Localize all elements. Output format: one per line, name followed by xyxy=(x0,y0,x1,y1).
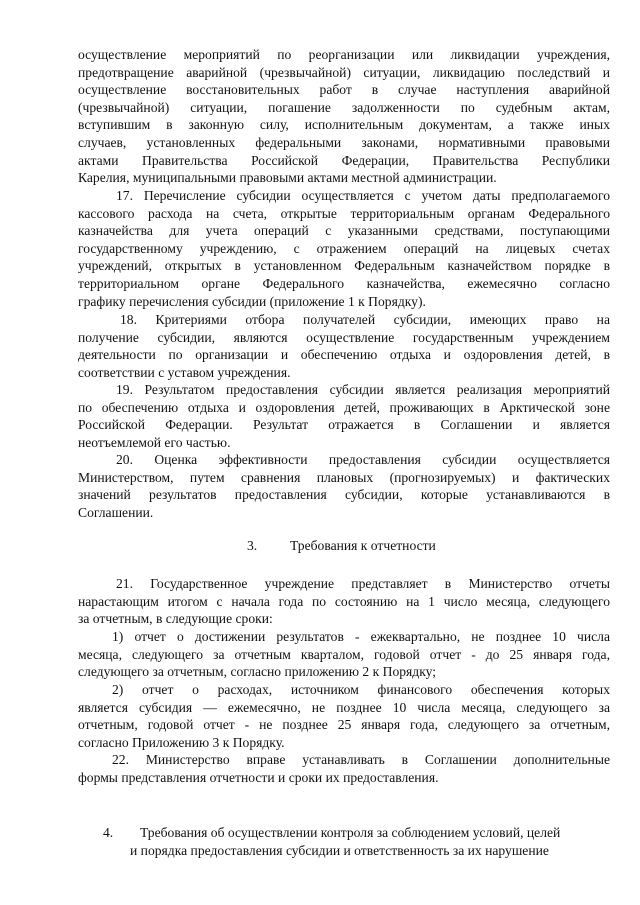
text-line: 17. Перечисление субсидии осуществляется с учетом даты предполагаемого xyxy=(116,188,610,203)
paragraph-21 xyxy=(78,575,610,628)
text-line: случаев, установленных федеральными законами, нормативными правовыми xyxy=(78,134,610,150)
text-line: соответствии с уставом учреждения. xyxy=(78,364,291,380)
text-line: учреждений, открытых в установленном Федеральным казначейством порядке в xyxy=(78,258,610,274)
text-line: графику перечисления субсидии (приложение 1 к Порядку). xyxy=(78,293,426,309)
text-line: следующего за отчетным, согласно приложению 2 к Порядку; xyxy=(78,664,437,680)
text-line: 18. Критериями отбора получателей субсидии, имеющих право на xyxy=(120,312,610,327)
text-line: (чрезвычайной) ситуации, погашение задолженности по судебным актам, xyxy=(78,99,610,115)
text-line: 22. Министерство вправе устанавливать в Соглашении дополнительные xyxy=(112,752,610,767)
paragraph-20 xyxy=(78,451,610,521)
text-line: кассового расхода на счета, открытые территориальным органам Федерального xyxy=(78,205,610,221)
paragraph-21-item-1 xyxy=(78,628,610,681)
text-line: по обеспечению отдыха и оздоровления детей, проживающих в Арктической зоне xyxy=(78,399,610,415)
text-line: месяца, следующего за отчетным кварталом, годовой отчет - до 25 января года, xyxy=(78,646,610,662)
text-line: 2) отчет о расходах, источником финансового обеспечения которых xyxy=(112,682,610,697)
text-line: значений результатов предоставления субсидии, которые устанавливаются в xyxy=(78,487,610,503)
text-line: деятельности по организации и обеспечению отдыха и оздоровления детей, в xyxy=(78,347,610,363)
paragraph-21-item-2 xyxy=(78,681,610,751)
text-line: Соглашении. xyxy=(78,504,154,520)
text-line: актами Правительства Российской Федерации, Правительства Республики xyxy=(78,152,610,168)
paragraph-16-continuation xyxy=(78,46,610,187)
paragraph-19 xyxy=(78,381,610,451)
text-line: осуществление восстановительных работ в случае наступления аварийной xyxy=(78,82,610,98)
text-line: нарастающим итогом с начала года по состоянию на 1 число месяца, следующего xyxy=(78,593,610,609)
text-line: согласно Приложению 3 к Порядку. xyxy=(78,734,285,750)
text-line: Министерством, путем сравнения плановых (прогнозируемых) и фактических xyxy=(78,469,610,485)
paragraph-17 xyxy=(78,187,610,310)
text-line: вступившим в законную силу, исполнительным документам, а также иных xyxy=(78,117,610,133)
text-line: Российской Федерации. Результат отражается в Соглашении и является xyxy=(78,417,610,433)
text-line: казначейства для учета операций с указанными средствами, поступающими xyxy=(78,223,610,239)
text-line: предотвращение аварийной (чрезвычайной) ситуации, ликвидацию последствий и xyxy=(78,64,610,80)
section-number: 4. xyxy=(103,825,114,840)
text-line: за отчетным, в следующие сроки: xyxy=(78,611,273,627)
section-title-line-2: и порядка предоставления субсидии и ответственность за их нарушение xyxy=(130,843,549,858)
text-line: Карелия, муниципальными правовыми актами местной администрации. xyxy=(78,170,497,186)
text-line: государственному учреждению, с отражением операций на лицевых счетах xyxy=(78,240,610,256)
text-line: территориальном органе Федерального казначейства, ежемесячно согласно xyxy=(78,275,610,291)
text-line: отчетным, годовой отчет - не позднее 25 января года, следующего за отчетным, xyxy=(78,717,610,733)
paragraph-18 xyxy=(78,311,610,381)
text-line: 19. Результатом предоставления субсидии является реализация мероприятий xyxy=(116,382,610,397)
text-line: является субсидия — ежемесячно, не позднее 10 числа месяца, следующего за xyxy=(78,699,610,715)
text-line: формы представления отчетности и сроки их предоставления. xyxy=(78,769,439,785)
paragraph-22 xyxy=(78,751,610,786)
section-title: Требования к отчетности xyxy=(290,538,436,553)
text-line: осуществление мероприятий по реорганизации или ликвидации учреждения, xyxy=(78,47,610,62)
text-line: 1) отчет о достижении результатов - ежеквартально, не позднее 10 числа xyxy=(112,629,610,644)
text-line: неотъемлемой его частью. xyxy=(78,434,231,450)
section-title-line-1: Требования об осуществлении контроля за соблюдением условий, целей xyxy=(140,825,561,840)
text-line: 20. Оценка эффективности предоставления субсидии осуществляется xyxy=(116,452,610,467)
section-number: 3. xyxy=(247,538,258,553)
text-line: получение субсидии, являются осуществление государственным учреждением xyxy=(78,329,610,345)
text-line: 21. Государственное учреждение представляет в Министерство отчеты xyxy=(116,576,610,591)
